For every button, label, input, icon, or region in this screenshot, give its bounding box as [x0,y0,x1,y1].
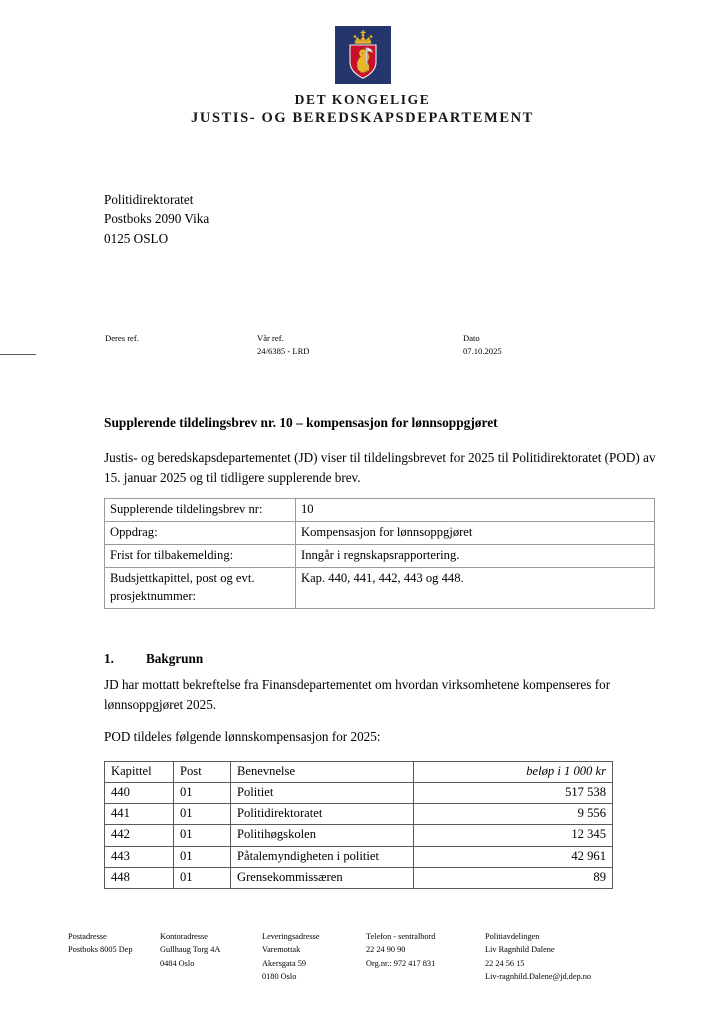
coat-of-arms-icon [335,26,391,84]
info-label: Oppdrag: [105,522,296,545]
assignment-info-table [104,498,655,609]
footer-column-telefon [366,930,435,970]
cell-benevnelse: Politihøgskolen [231,825,414,846]
footer-column-leveringsadresse [262,930,320,984]
footer-line: 22 24 56 15 [485,958,525,968]
cell-kapittel: 448 [105,867,174,888]
info-value: Kap. 440, 441, 442, 443 og 448. [296,568,655,608]
contact-email[interactable]: Liv-ragnhild.Dalene@jd.dep.no [485,972,592,982]
table-row [105,522,655,545]
reference-var [257,332,310,358]
coat-of-arms-emblem-icon [335,26,391,84]
section-title: Bakgrunn [146,651,204,666]
cell-post: 01 [174,825,231,846]
cell-kapittel: 442 [105,825,174,846]
cell-benevnelse: Påtalemyndigheten i politiet [231,846,414,867]
footer-heading: Postadresse [68,932,107,941]
cell-benevnelse: Grensekommissæren [231,867,414,888]
info-value: Kompensasjon for lønnsoppgjøret [296,522,655,545]
header-benevnelse: Benevnelse [231,762,414,783]
allocation-lead-paragraph: POD tildeles følgende lønnskompensasjon for 2025: [104,729,381,744]
cell-belop: 517 538 [414,783,613,804]
info-label: Supplerende tildelingsbrev nr: [105,499,296,522]
allocation-amount-table [104,761,613,889]
info-value: 10 [296,499,655,522]
footer-heading: Leveringsadresse [262,932,320,941]
fold-mark-rule [0,354,36,355]
department-line-1: DET KONGELIGE [294,92,431,107]
header-kapittel: Kapittel [105,762,174,783]
footer-column-politiavdelingen [485,930,591,984]
cell-kapittel: 443 [105,846,174,867]
cell-benevnelse: Politidirektoratet [231,804,414,825]
table-row [105,825,613,846]
info-label: Budsjettkapittel, post og evt. prosjektnummer: [105,568,296,608]
footer-line: Org.nr.: 972 417 831 [366,958,436,968]
reference-deres [105,332,139,345]
cell-post: 01 [174,867,231,888]
cell-post: 01 [174,783,231,804]
table-header-row [105,762,613,783]
footer-heading: Politiavdelingen [485,932,540,941]
letterhead [0,26,725,128]
info-label: Frist for tilbakemelding: [105,545,296,568]
footer-column-postadresse [68,930,133,957]
reference-dato [463,332,502,358]
footer-column-kontoradresse [160,930,220,970]
footer-line: Liv Ragnhild Dalene [485,945,555,955]
recipient-address-block [104,190,656,248]
cell-belop: 12 345 [414,825,613,846]
cell-post: 01 [174,804,231,825]
footer-line: Gullhaug Torg 4A [160,945,221,955]
cell-kapittel: 441 [105,804,174,825]
footer-heading: Kontoradresse [160,932,208,941]
reference-deres-label: Deres ref. [105,333,139,343]
footer-line: 0180 Oslo [262,972,297,982]
recipient-name: Politidirektoratet [104,192,194,207]
recipient-street: Postboks 2090 Vika [104,211,210,227]
table-row [105,568,655,608]
header-post: Post [174,762,231,783]
cell-belop: 42 961 [414,846,613,867]
table-row [105,867,613,888]
recipient-city: 0125 OSLO [104,230,169,246]
footer-line: Varemottak [262,945,301,955]
section-heading-1 [104,651,656,667]
section-number: 1. [104,651,114,666]
cell-belop: 9 556 [414,804,613,825]
reference-var-value: 24/6385 - LRD [257,346,310,357]
intro-paragraph: Justis- og beredskapsdepartementet (JD) viser til tildelingsbrevet for 2025 til Politidirektoratet (POD) av 15. januar 2025 og til tidligere supplerende brev. [104,450,656,486]
footer-line: Akersgata 59 [262,958,307,968]
header-belop: beløp i 1 000 kr [414,762,613,783]
department-name [0,91,725,128]
reference-dato-label: Dato [463,333,480,343]
cell-benevnelse: Politiet [231,783,414,804]
reference-dato-value: 07.10.2025 [463,346,502,357]
footer-line: 22 24 90 90 [366,945,406,955]
table-row [105,499,655,522]
footer-line: Postboks 8005 Dep [68,945,133,955]
info-value: Inngår i regnskapsrapportering. [296,545,655,568]
cell-belop: 89 [414,867,613,888]
table-row [105,545,655,568]
table-row [105,846,613,867]
footer-heading: Telefon - sentralbord [366,932,436,941]
cell-kapittel: 440 [105,783,174,804]
table-row [105,783,613,804]
background-paragraph: JD har mottatt bekreftelse fra Finansdepartementet om hvordan virksomhetene kompenseres for lønnsoppgjøret 2025. [104,677,611,713]
department-line-2: JUSTIS- OG BEREDSKAPSDEPARTEMENT [191,109,534,126]
document-title: Supplerende tildelingsbrev nr. 10 – kompensasjon for lønnsoppgjøret [104,415,498,430]
table-row [105,804,613,825]
reference-var-label: Vår ref. [257,333,284,343]
footer-line: 0484 Oslo [160,958,195,968]
cell-post: 01 [174,846,231,867]
